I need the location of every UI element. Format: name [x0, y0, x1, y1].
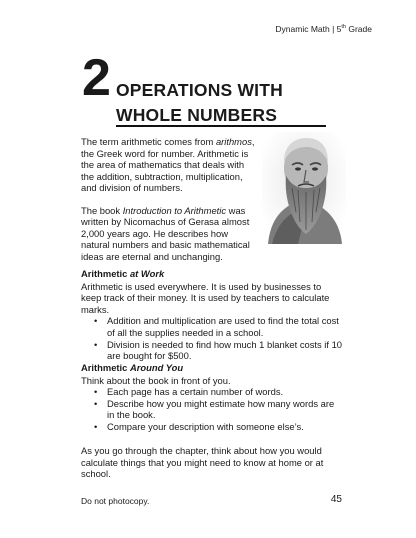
intro-paragraph-1 [81, 136, 259, 194]
at-work-heading-plain: Arithmetic [81, 268, 130, 279]
intro-paragraph-2 [81, 205, 259, 263]
closing-paragraph: As you go through the chapter, think about how you would calculate things that you might need to know at home or at school. [81, 445, 324, 480]
around-you-paragraph: Think about the book in front of you. [81, 374, 231, 386]
chapter-title [116, 78, 283, 128]
intro-p1-italic: arithmos [215, 136, 252, 147]
header-grade: Grade [346, 24, 372, 34]
header-superscript: th [341, 24, 346, 31]
section-arithmetic-around-you [81, 362, 343, 433]
section-arithmetic-at-work [81, 268, 343, 362]
list-item: • Addition and multiplication are used to find the total cost of all the supplies needed in a school. [107, 315, 343, 338]
intro-p2-italic: Introduction to Arithmetic [122, 204, 227, 216]
title-underline [116, 125, 326, 127]
nicomachus-portrait-image [262, 132, 346, 244]
header-text: Dynamic Math | 5 [275, 24, 342, 34]
intro-p1-end: , the Greek word for number. Arithmetic is the area of mathematics that deals with the addition, subtraction, multiplication, and division of numbers. [81, 136, 255, 193]
at-work-heading-italic: at Work [129, 268, 165, 279]
list-item: • Describe how you might estimate how many words are in the book. [107, 398, 343, 421]
chapter-title-line1: OPERATIONS WITH [116, 80, 283, 100]
at-work-paragraph: Arithmetic is used everywhere. It is used by businesses to keep track of their money. It is used by teachers to calculate marks. [81, 280, 330, 315]
copyright-notice: Do not photocopy. [81, 496, 150, 506]
chapter-title-line2: WHOLE NUMBERS [116, 105, 278, 125]
chapter-number: 2 [82, 49, 110, 107]
around-you-bullet-list [81, 386, 343, 432]
around-you-heading-plain: Arithmetic [81, 362, 130, 373]
intro-text [81, 136, 259, 273]
closing-section [81, 445, 343, 480]
intro-p1-start: The term arithmetic comes from [81, 136, 216, 147]
page-number: 45 [330, 494, 342, 505]
at-work-heading [81, 268, 343, 280]
at-work-bullet-list [81, 315, 343, 361]
list-item: • Compare your description with someone else’s. [107, 421, 343, 433]
list-item: • Division is needed to find how much 1 blanket costs if 10 are bought for $500. [107, 339, 343, 362]
intro-p2-end: was written by Nicomachus of Gerasa almost 2,000 years ago. He describes how natural numbers and basic mathematical ideas are eternal and unchanging. [81, 204, 250, 262]
running-header [275, 24, 372, 34]
around-you-heading-italic: Around You [129, 362, 184, 373]
list-item: • Each page has a certain number of words. [107, 386, 343, 398]
around-you-heading [81, 362, 343, 374]
intro-p2-start: The book [81, 204, 123, 216]
